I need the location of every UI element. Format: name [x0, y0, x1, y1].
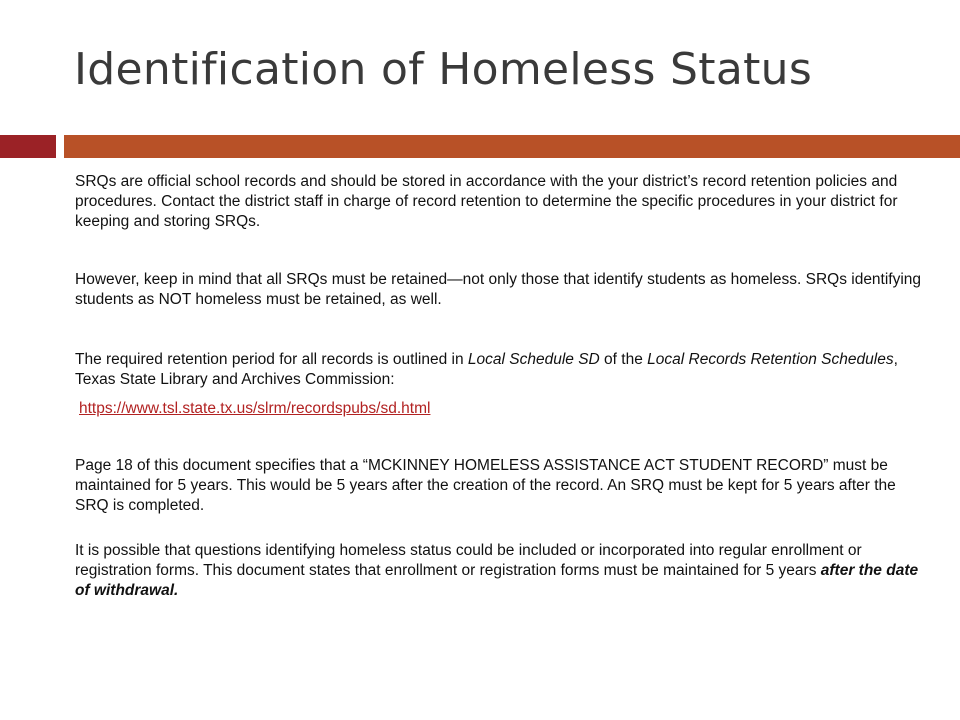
after-withdrawal-emphasis: after the date of withdrawal.	[75, 562, 919, 599]
retention-schedules-title: Local Records Retention Schedules	[647, 351, 894, 368]
title-divider-left	[0, 135, 56, 158]
paragraph-mckinney-record: Page 18 of this document specifies that a “MCKINNEY HOMELESS ASSISTANCE ACT STUDENT RECORD” must be maintained for 5 years. This would be 5 years after the creation of the record. An SRQ must be kept for 5 years after the SRQ is completed.	[75, 457, 896, 514]
paragraph-retain-all: However, keep in mind that all SRQs must be retained—not only those that identify students as homeless. SRQs identifying students as NOT homeless must be retained, as well.	[75, 271, 922, 308]
slide-title: Identification of Homeless Status	[74, 44, 813, 95]
paragraph-record-storage: SRQs are official school records and should be stored in accordance with the your district’s record retention policies and procedures. Contact the district staff in charge of record retention to determine the specific procedures in your district for keeping and storing SRQs.	[75, 173, 898, 230]
text-segment: It is possible that questions identifying homeless status could be included or incorporated into regular enrollment or registration forms. This document states that enrollment or registration forms must be maintained for 5 years	[75, 542, 862, 579]
text-segment: , Texas State Library and Archives Commission:	[75, 351, 898, 388]
records-schedule-link[interactable]: https://www.tsl.state.tx.us/slrm/recordspubs/sd.html	[79, 400, 431, 417]
link-line	[75, 399, 925, 419]
title-divider-right	[64, 135, 960, 158]
paragraph-retention-period	[75, 350, 925, 390]
slide-body	[75, 172, 925, 601]
paragraph-enrollment-forms	[75, 541, 925, 601]
local-schedule-sd: Local Schedule SD	[467, 351, 600, 368]
text-segment: of the	[599, 351, 648, 368]
text-segment: The required retention period for all records is outlined in	[75, 351, 468, 368]
